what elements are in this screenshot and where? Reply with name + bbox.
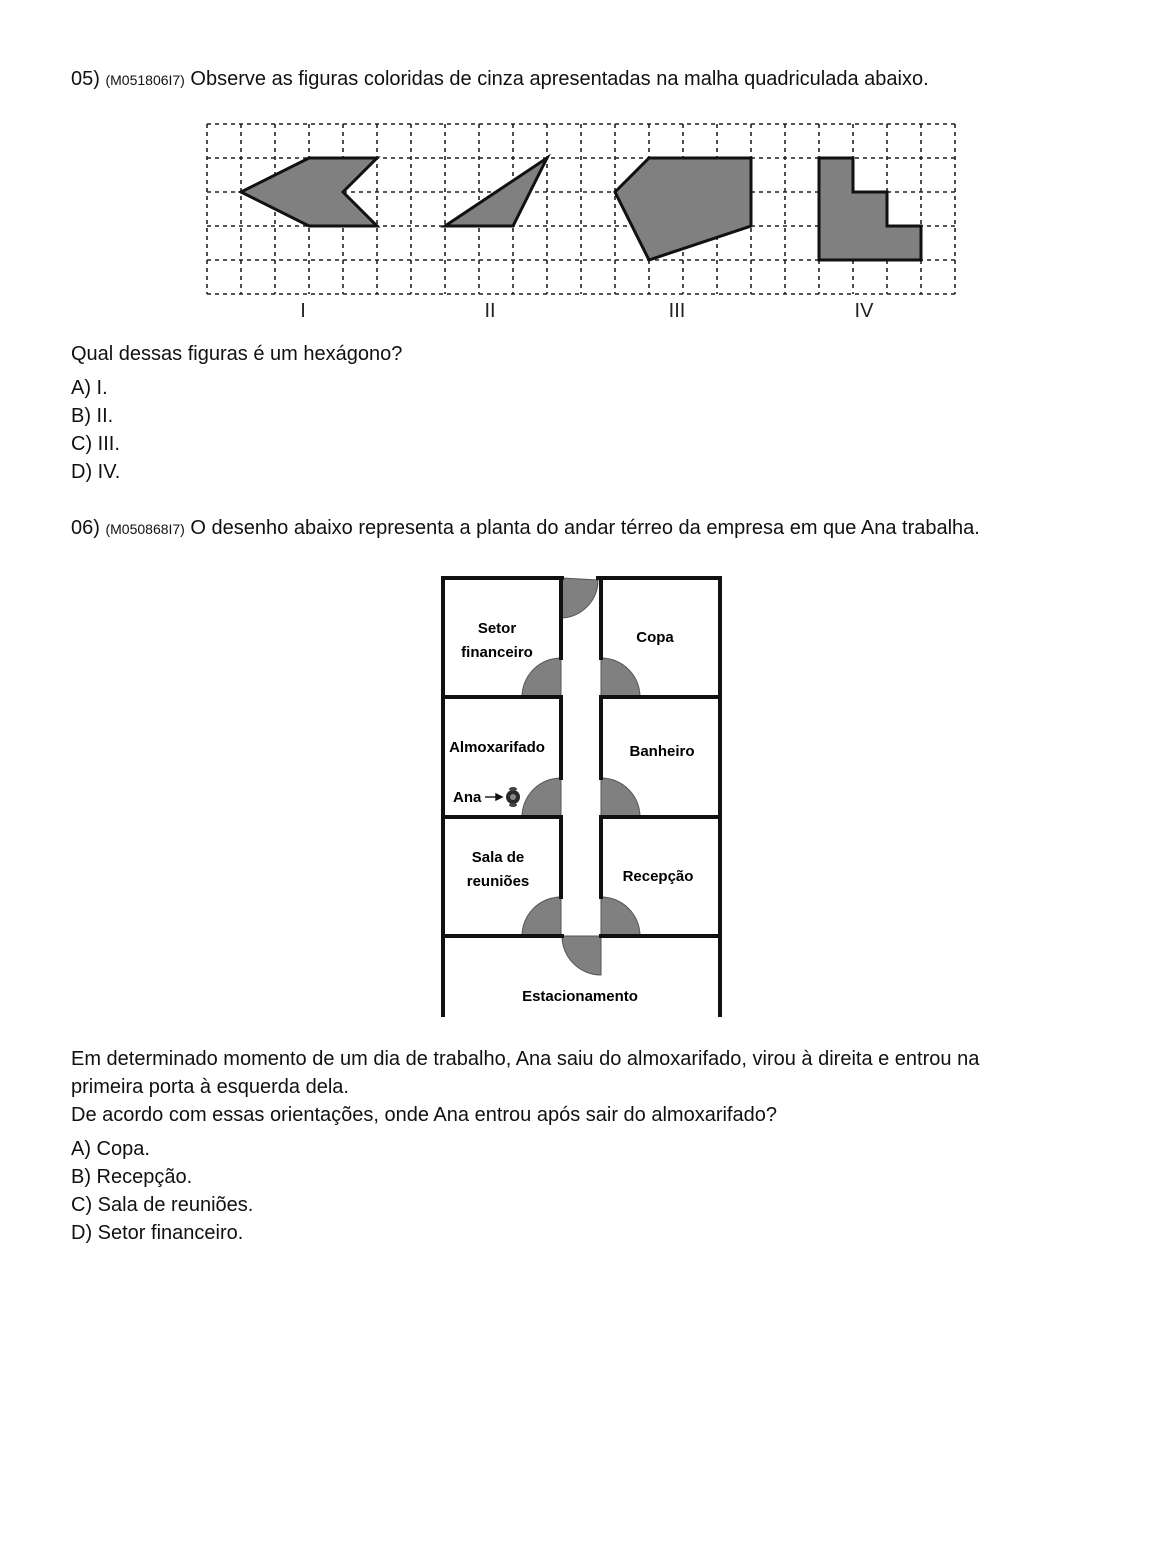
q06-statement: O desenho abaixo representa a planta do andar térreo da empresa em que Ana trabalha. — [190, 517, 980, 539]
door-setor-financeiro — [522, 658, 561, 697]
room-sala-reunioes-line1: Sala de — [471, 849, 525, 866]
door-top — [562, 578, 598, 618]
figure-label-iv: IV — [854, 300, 874, 322]
q05-number: 05) — [71, 68, 100, 90]
q05-option-a[interactable]: A) I. — [71, 377, 108, 399]
ana-label: Ana — [453, 789, 482, 806]
room-estacionamento: Estacionamento — [522, 988, 638, 1005]
figure-label-iii: III — [668, 300, 686, 322]
q06-code: (M050868I7) — [105, 521, 185, 537]
door-copa — [601, 658, 640, 697]
figure-label-i: I — [300, 300, 306, 322]
q06-number: 06) — [71, 517, 100, 539]
door-banheiro — [601, 778, 640, 817]
q05-question: Qual dessas figuras é um hexágono? — [71, 343, 403, 365]
door-sala-reunioes — [522, 897, 561, 936]
q05-option-d[interactable]: D) IV. — [71, 461, 121, 483]
ana-person-icon — [506, 787, 520, 807]
q05-statement: Observe as figuras coloridas de cinza apresentadas na malha quadriculada abaixo. — [190, 68, 929, 90]
q06-option-c[interactable]: C) Sala de reuniões. — [71, 1194, 254, 1216]
q05-option-c[interactable]: C) III. — [71, 433, 120, 455]
figure-label-ii: II — [484, 300, 496, 322]
q06-question: De acordo com essas orientações, onde Ana entrou após sair do almoxarifado? — [71, 1104, 777, 1126]
q06-text-line2: primeira porta à esquerda dela. — [71, 1076, 349, 1098]
room-copa: Copa — [636, 629, 674, 646]
q06-option-a[interactable]: A) Copa. — [71, 1138, 150, 1160]
room-banheiro: Banheiro — [629, 743, 695, 760]
door-estacionamento — [562, 936, 601, 975]
room-almoxarifado: Almoxarifado — [449, 739, 545, 756]
q05-option-b[interactable]: B) II. — [71, 405, 114, 427]
q06-option-d[interactable]: D) Setor financeiro. — [71, 1222, 244, 1244]
q05-code: (M051806I7) — [105, 72, 185, 88]
room-recepcao: Recepção — [622, 868, 694, 885]
door-almoxarifado — [522, 778, 561, 817]
q06-option-b[interactable]: B) Recepção. — [71, 1166, 193, 1188]
door-recepcao — [601, 897, 640, 936]
ana-arrow-icon — [485, 794, 502, 800]
q06-text-line1: Em determinado momento de um dia de trabalho, Ana saiu do almoxarifado, virou à direita e entrou na — [71, 1048, 980, 1070]
room-setor-financeiro-line1: Setor — [477, 620, 517, 637]
room-sala-reunioes-line2: reuniões — [466, 873, 530, 890]
room-setor-financeiro-line2: financeiro — [461, 644, 533, 661]
